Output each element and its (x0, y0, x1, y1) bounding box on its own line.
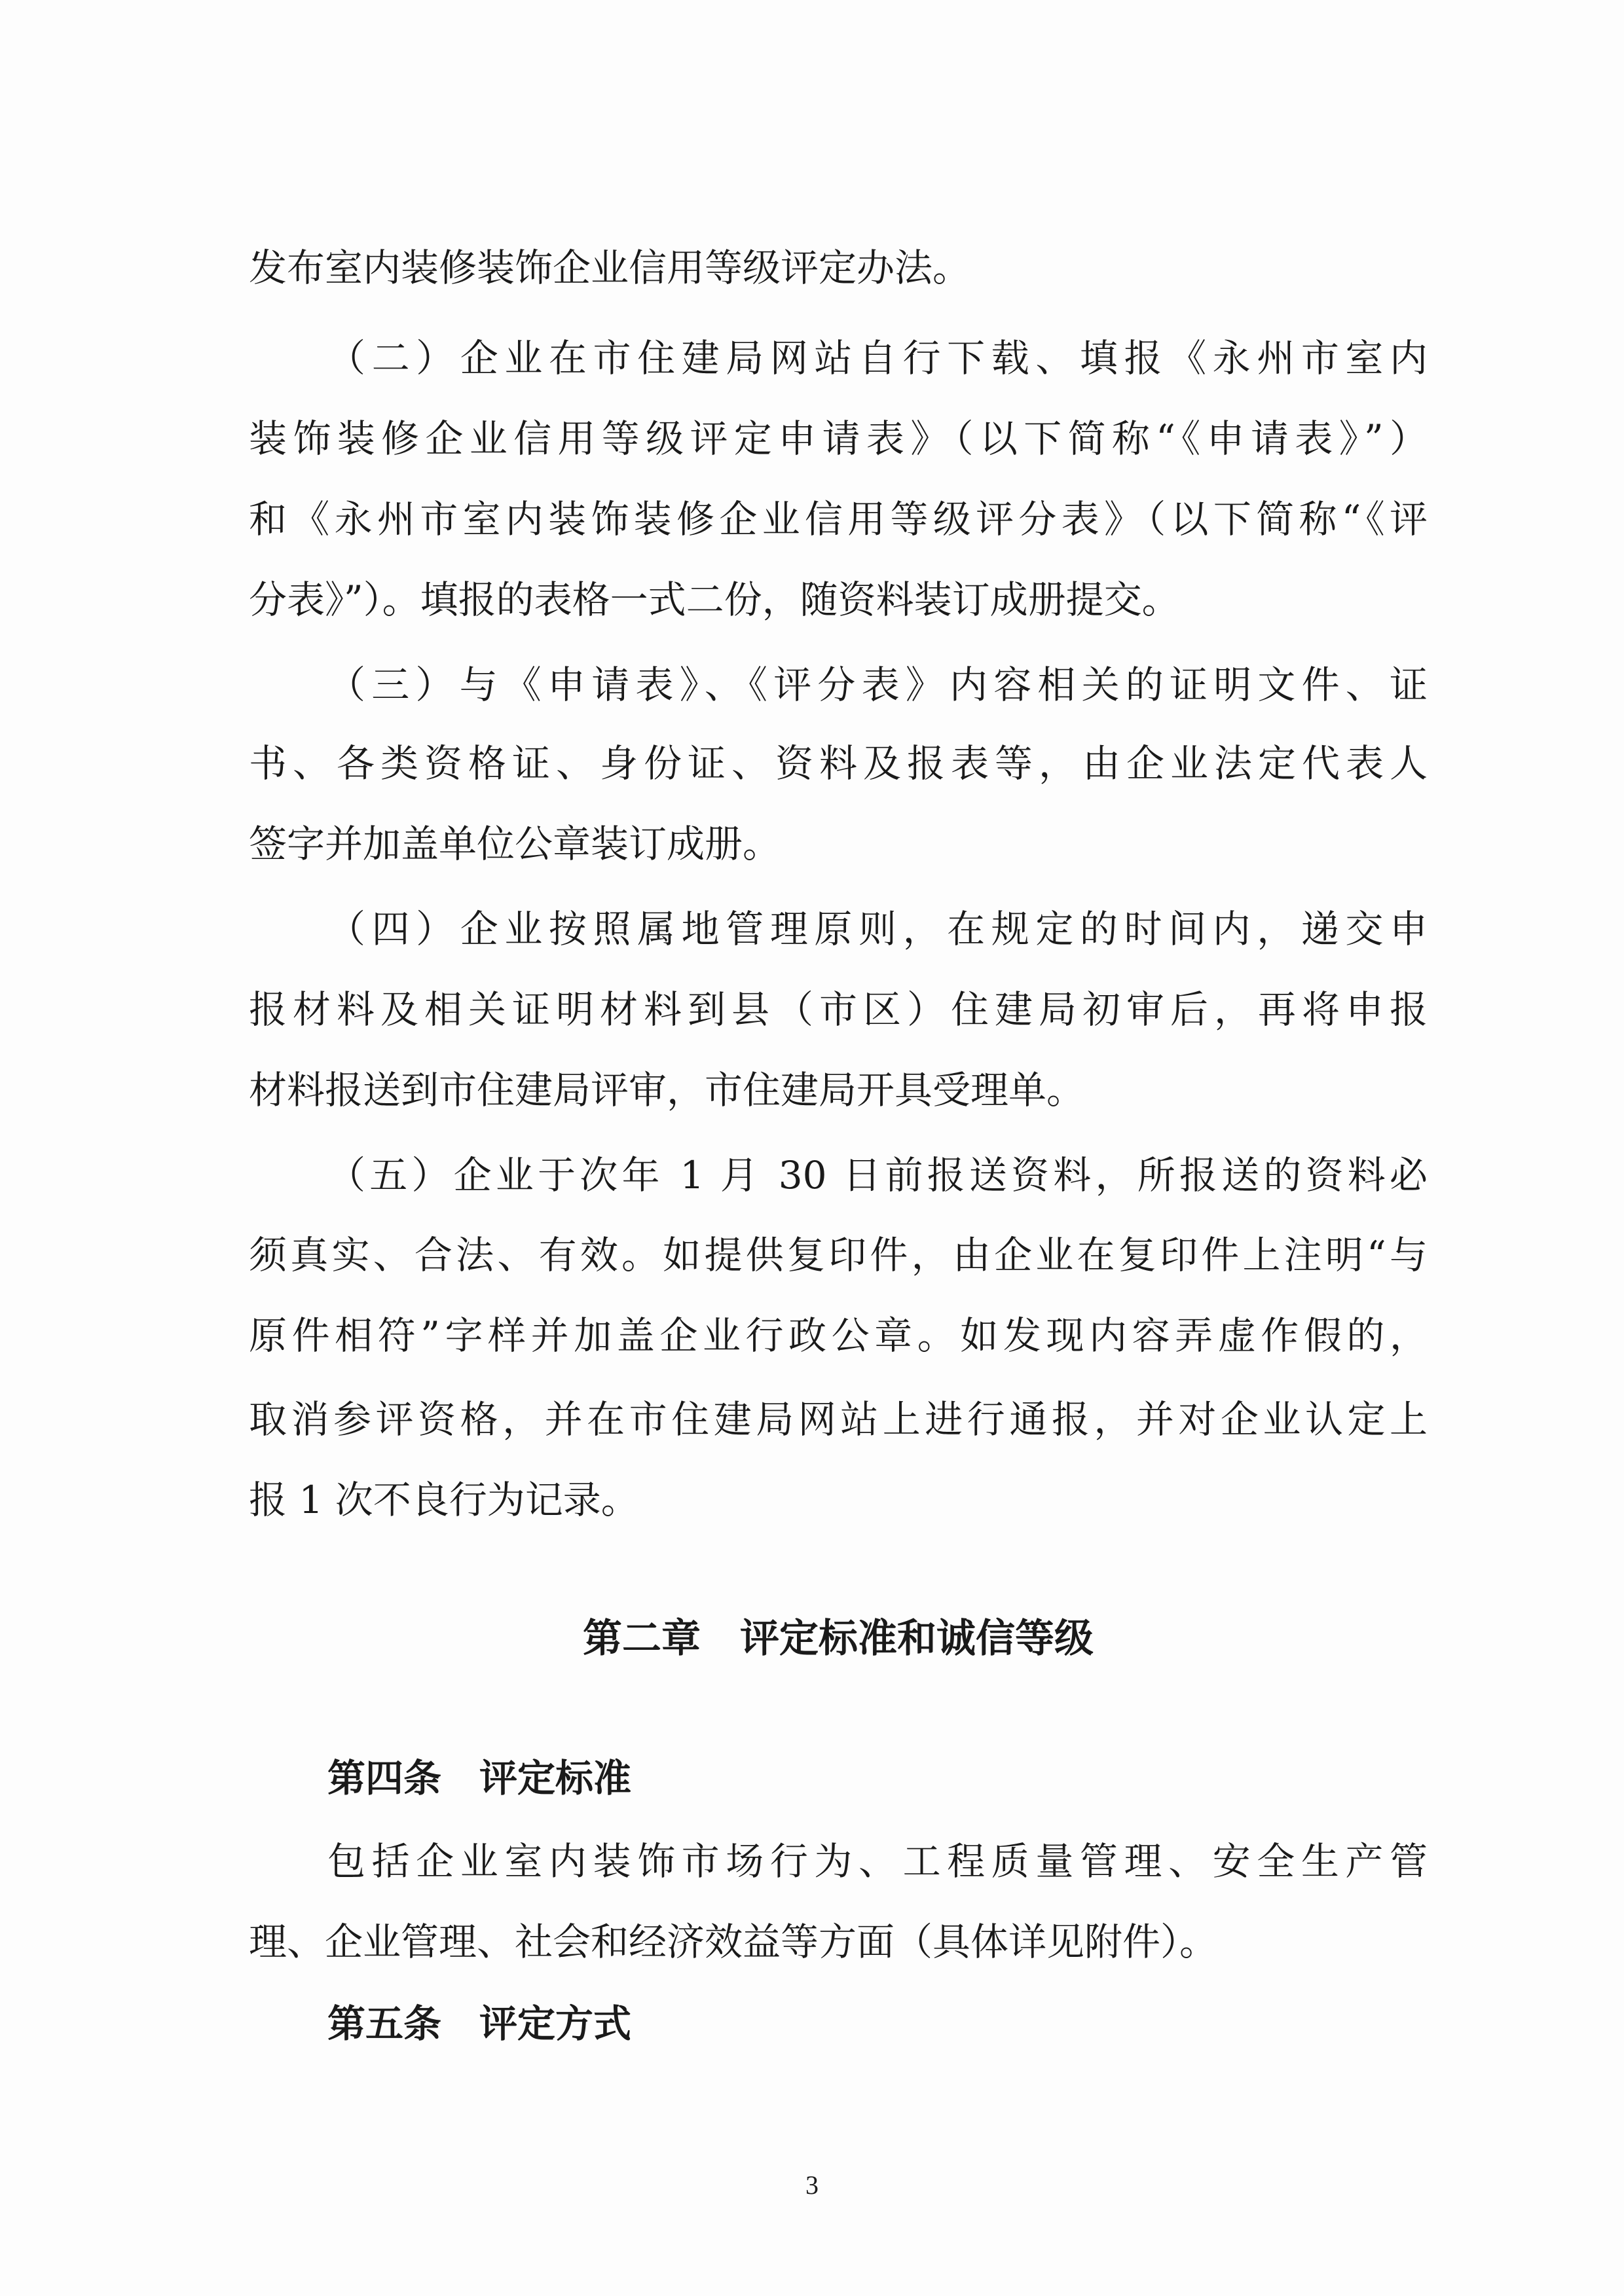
article-heading: 第五条 评定方式 (327, 2001, 632, 2046)
text-line: （三）与《申请表》、《评分表》内容相关的证明文件、证 (327, 663, 1428, 707)
text-line: 报 1 次不良行为记录。 (249, 1478, 639, 1522)
text-line: 和《永州市室内装饰装修企业信用等级评分表》（以下简称“《评 (249, 497, 1428, 541)
text-line: 理、企业管理、社会和经济效益等方面（具体详见附件）。 (249, 1920, 1218, 1964)
text-line: 签字并加盖单位公章装订成册。 (249, 822, 781, 866)
page-number: 3 (805, 2170, 819, 2200)
text-line: 发布室内装修装饰企业信用等级评定办法。 (249, 246, 971, 290)
text-line: 须真实、合法、有效。如提供复印件，由企业在复印件上注明“与 (249, 1233, 1428, 1277)
text-line: （四）企业按照属地管理原则，在规定的时间内，递交申 (327, 907, 1428, 951)
text-line: 原件相符”字样并加盖企业行政公章。如发现内容弄虚作假的， (249, 1313, 1428, 1358)
text-line: 书、各类资格证、身份证、资料及报表等，由企业法定代表人 (249, 741, 1428, 786)
chapter-heading: 第二章 评定标准和诚信等级 (583, 1616, 1094, 1662)
text-line: 报材料及相关证明材料到县（市区）住建局初审后，再将申报 (249, 987, 1428, 1032)
text-line: 装饰装修企业信用等级评定申请表》（以下简称“《申请表》”） (249, 416, 1428, 461)
text-line: 材料报送到市住建局评审，市住建局开具受理单。 (249, 1068, 1085, 1112)
text-line: （五）企业于次年 1 月 30 日前报送资料，所报送的资料必 (327, 1153, 1428, 1197)
text-line: 包括企业室内装饰市场行为、工程质量管理、安全生产管 (327, 1839, 1428, 1884)
text-line: 分表》”）。填报的表格一式二份，随资料装订成册提交。 (249, 577, 1180, 622)
text-line: 取消参评资格，并在市住建局网站上进行通报，并对企业认定上 (249, 1397, 1428, 1442)
article-heading: 第四条 评定标准 (327, 1756, 632, 1800)
text-line: （二）企业在市住建局网站自行下载、填报《永州市室内 (327, 336, 1428, 380)
